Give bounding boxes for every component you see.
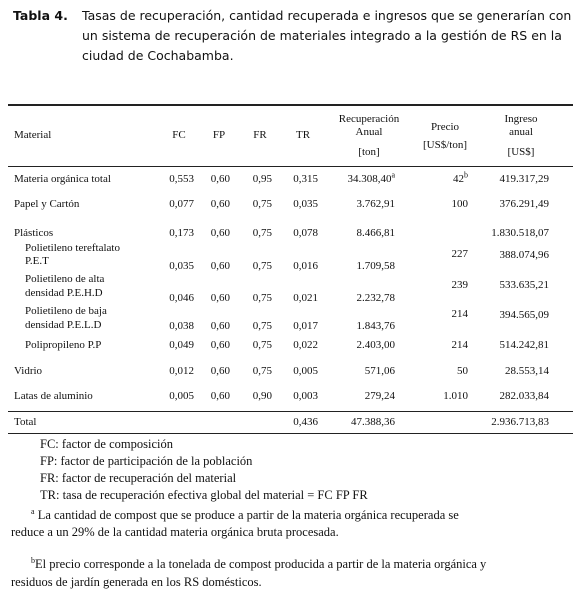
row-recuperacion: 279,24: [364, 390, 395, 402]
caption-label: Tabla 4.: [13, 8, 68, 23]
total-recuperacion: 47.388,36: [351, 416, 395, 428]
row-recuperacion: 1.843,76: [356, 320, 395, 332]
row-material-name: Papel y Cartón: [14, 198, 80, 210]
row-fr: 0,90: [252, 390, 272, 402]
note-fr: FR: factor de recuperación del material: [40, 471, 237, 485]
row-ingreso: 394.565,09: [499, 309, 549, 321]
header-material: Material: [14, 129, 52, 141]
row-precio: 50: [457, 365, 468, 377]
row-fc: 0,077: [169, 198, 194, 210]
row-tr: 0,016: [293, 260, 318, 272]
row-fp: 0,60: [210, 227, 230, 239]
header-recuperacion-2: Anual: [355, 126, 383, 138]
row-recuperacion: 8.466,81: [356, 227, 395, 239]
row-fp: 0,60: [210, 320, 230, 332]
row-ingreso: 376.291,49: [499, 198, 549, 210]
row-tr: 0,005: [293, 365, 318, 377]
row-fr: 0,75: [252, 365, 272, 377]
header-bottom-rule: [8, 166, 573, 167]
row-ingreso: 388.074,96: [499, 249, 549, 261]
total-top-rule: [8, 411, 573, 412]
header-recuperacion: Recuperación: [338, 113, 400, 125]
row-material-name-2: densidad P.E.L.D: [25, 319, 102, 331]
row-fr: 0,75: [252, 339, 272, 351]
row-fr: 0,75: [252, 227, 272, 239]
header-precio: Precio: [430, 121, 460, 133]
header-ingreso: Ingreso: [504, 113, 538, 125]
row-fr: 0,75: [252, 292, 272, 304]
header-tr: TR: [295, 129, 311, 141]
row-tr: 0,315: [293, 173, 318, 185]
row-recuperacion: 34.308,40$^a$: [347, 170, 395, 185]
note-a: $^a$ La cantidad de compost que se produce a partir de la materia orgánica recuperada se: [31, 506, 459, 522]
row-ingreso: 282.033,84: [499, 390, 549, 402]
row-fc: 0,046: [169, 292, 194, 304]
note-fc: FC: factor de composición: [40, 437, 173, 451]
row-fc: 0,012: [169, 365, 194, 377]
row-tr: 0,017: [293, 320, 318, 332]
total-ingreso: 2.936.713,83: [491, 416, 549, 428]
row-tr: 0,078: [293, 227, 318, 239]
row-material-name: Plásticos: [14, 227, 54, 239]
row-material-name: Polietileno de alta: [25, 273, 105, 285]
row-material-name: Polipropileno P.P: [25, 339, 102, 351]
row-material-name: Polietileno tereftalato: [25, 242, 120, 254]
row-recuperacion: 1.709,58: [356, 260, 395, 272]
row-fr: 0,75: [252, 260, 272, 272]
note-fp: FP: factor de participación de la población: [40, 454, 253, 468]
header-ingreso-2: anual: [509, 126, 533, 138]
row-ingreso: 533.635,21: [499, 279, 549, 291]
row-precio: 1.010: [443, 390, 468, 402]
row-material-name: Vidrio: [14, 365, 43, 377]
row-fp: 0,60: [210, 198, 230, 210]
row-fp: 0,60: [210, 292, 230, 304]
row-material-name-2: P.E.T: [25, 255, 49, 267]
row-fp: 0,60: [210, 365, 230, 377]
row-fr: 0,95: [252, 173, 272, 185]
total-tr: 0,436: [293, 416, 318, 428]
row-material-name: Materia orgánica total: [14, 173, 111, 185]
row-material-name: Polietileno de baja: [25, 305, 107, 317]
row-fp: 0,60: [210, 260, 230, 272]
row-fc: 0,553: [169, 173, 194, 185]
header-fp: FP: [212, 129, 226, 141]
row-fr: 0,75: [252, 198, 272, 210]
row-fp: 0,60: [210, 390, 230, 402]
row-material-name: Latas de aluminio: [14, 390, 93, 402]
header-precio-unit: [US$/ton]: [423, 139, 467, 151]
row-precio: 42$^b$: [453, 170, 468, 185]
header-fr: FR: [253, 129, 267, 141]
total-label: Total: [14, 416, 37, 428]
row-fc: 0,035: [169, 260, 194, 272]
row-material-name-2: densidad P.E.H.D: [25, 287, 103, 299]
row-tr: 0,035: [293, 198, 318, 210]
row-fp: 0,60: [210, 339, 230, 351]
row-fc: 0,005: [169, 390, 194, 402]
row-ingreso: 514.242,81: [499, 339, 549, 351]
note-a-2: reduce a un 29% de la cantidad materia orgánica bruta procesada.: [11, 525, 339, 539]
row-recuperacion: 3.762,91: [356, 198, 395, 210]
note-b-2: residuos de jardín generada en los RS domésticos.: [11, 575, 262, 589]
row-fc: 0,049: [169, 339, 194, 351]
row-precio: 227: [451, 248, 468, 260]
note-tr: TR: tasa de recuperación efectiva global del material = FC FP FR: [40, 488, 368, 502]
row-recuperacion: 2.403,00: [356, 339, 395, 351]
header-recuperacion-unit: [ton]: [358, 146, 380, 158]
row-ingreso: 419.317,29: [499, 173, 549, 185]
row-recuperacion: 571,06: [364, 365, 395, 377]
row-precio: 214: [451, 308, 468, 320]
caption-text: Tasas de recuperación, cantidad recuperada e ingresos que se generarían con un sistema de recuperación de materiales integrado a la gestión de RS en la ciudad de Cochabamba.: [82, 8, 572, 63]
row-precio: 239: [451, 279, 468, 291]
row-fc: 0,038: [169, 320, 194, 332]
row-precio: 100: [451, 198, 468, 210]
row-ingreso: 1.830.518,07: [491, 227, 549, 239]
row-precio: 214: [451, 339, 468, 351]
row-ingreso: 28.553,14: [505, 365, 549, 377]
row-fp: 0,60: [210, 173, 230, 185]
row-fr: 0,75: [252, 320, 272, 332]
row-recuperacion: 2.232,78: [356, 292, 395, 304]
header-ingreso-unit: [US$]: [507, 146, 535, 158]
header-fc: FC: [172, 129, 186, 141]
note-b: $^b$El precio corresponde a la tonelada de compost producida a partir de la materia orgánica y: [31, 555, 487, 571]
row-tr: 0,003: [293, 390, 318, 402]
row-tr: 0,021: [293, 292, 318, 304]
table-bottom-rule: [8, 433, 573, 434]
table-top-rule: [8, 104, 573, 106]
row-tr: 0,022: [293, 339, 318, 351]
row-fc: 0,173: [169, 227, 194, 239]
